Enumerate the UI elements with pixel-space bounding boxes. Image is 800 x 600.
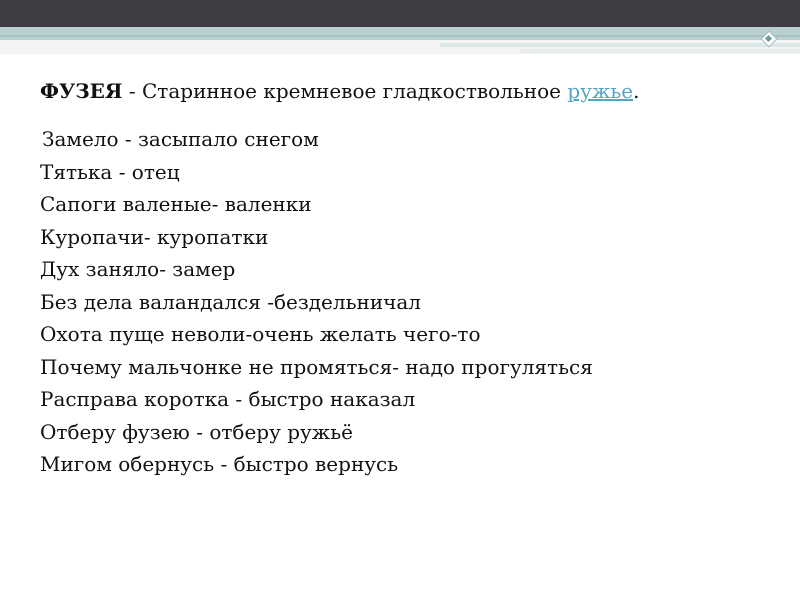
glossary-line: Расправа коротка - быстро наказал [40, 387, 416, 411]
definition-link[interactable]: ружье [567, 79, 634, 103]
banner-stripe [0, 35, 800, 37]
glossary-line: Дух заняло- замер [40, 257, 236, 281]
glossary-line: Куропачи- куропатки [40, 224, 269, 249]
glossary-line: Отберу фузею - отберу ружьё [40, 419, 353, 444]
glossary-line: Сапоги валеные- валенки [40, 192, 312, 216]
term: ФУЗЕЯ [40, 79, 123, 103]
banner-stripe [520, 49, 800, 53]
term-definition: Старинное кремневое гладкоствольное [142, 79, 568, 103]
top-banner [0, 0, 800, 27]
glossary-line: Мигом обернусь - быстро вернусь [40, 452, 399, 476]
glossary-line: Почему мальчонке не промяться- надо прогуляться [40, 354, 593, 379]
glossary-line: Тятька - отец [40, 159, 180, 184]
banner-teal-band [0, 27, 800, 40]
glossary-line: Замело - засыпало снегом [42, 127, 319, 151]
banner-stripe [440, 43, 800, 47]
glossary-line: Без дела валандался -бездельничал [40, 289, 421, 314]
term-separator: - [122, 79, 142, 103]
slide-content [40, 76, 760, 497]
glossary-line: Охота пуще неволи-очень желать чего-то [40, 322, 481, 346]
definition-heading [40, 76, 760, 106]
glossary-list [40, 123, 760, 481]
heading-period: . [633, 79, 640, 103]
